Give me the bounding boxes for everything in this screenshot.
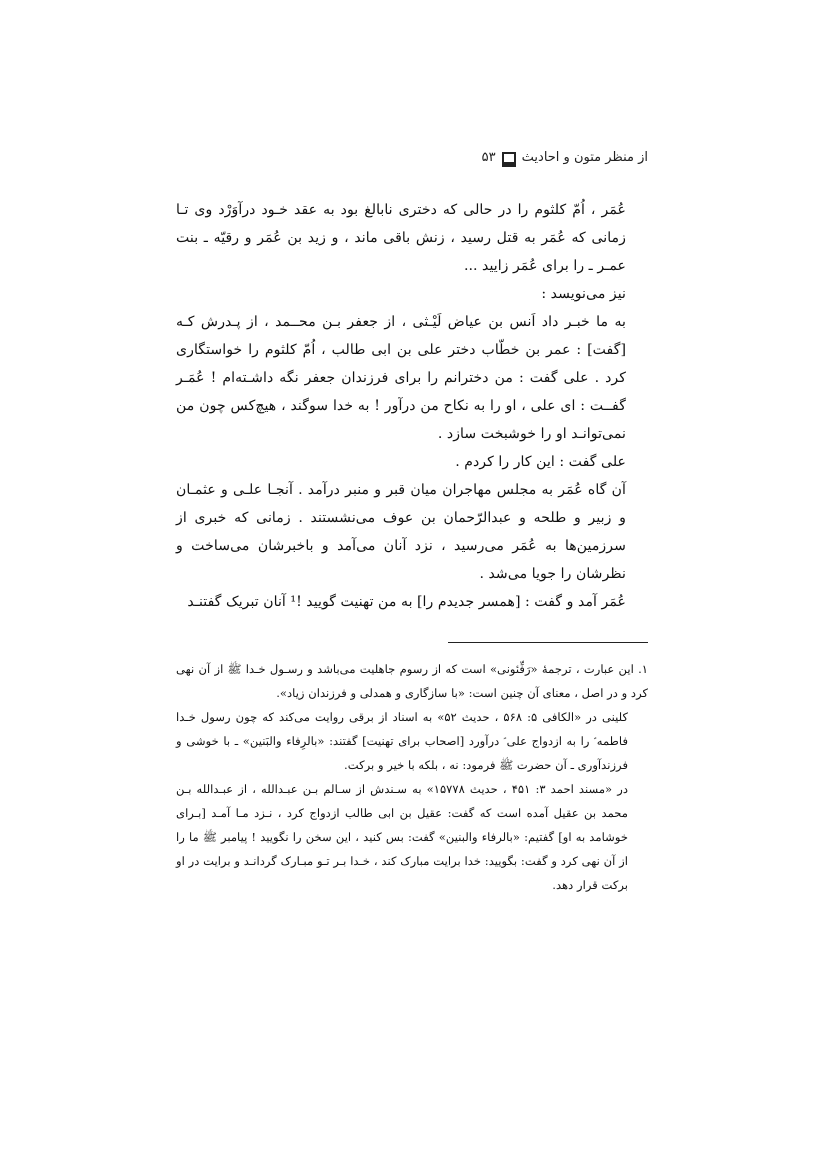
- footnote-divider: [448, 642, 648, 643]
- paragraph: علی گفت : این کار را کردم .: [455, 454, 626, 470]
- footnote: در «مسند احمد ۳: ۴۵۱ ، حدیث ۱۵۷۷۸» به سـندش از سـالم بـن عبـدالله ، از عبـدالله بـن محمد بن عقیل آمده است که گفت: عقیل بن ابی طالب ازدواج کرد ، نـزد مـا آمـد [بـرای خوشامد به او] گفتیم: «بالرفاء والبنین» گفت: بس کنید ، این سخن را نگویید ! پیامبر ﷺ ما را از آن نهی کرد و گفت: بگویید: خدا برایت مبارک کند ، خـدا بـر تـو مبـارک گردانـد و برایت در او برکت قرار دهد.: [176, 782, 628, 892]
- header-title: از منظر متون و احادیث: [521, 150, 648, 165]
- paragraph: عُمَر ، اُمّ کلثوم را در حالی که دختری نابالغ بود به عقد خـود درآوَرْد وی تـا زمانی که عُمَر به قتل رسید ، زنش باقی ماند ، و زید بن عُمَر و رقیّه ـ بنت عمـر ـ را برای عُمَر زایید ...: [176, 202, 626, 274]
- page-number: ۵۳: [481, 150, 496, 165]
- book-icon: [502, 152, 516, 164]
- paragraph: نیز می‌نویسد :: [541, 286, 626, 302]
- paragraph: عُمَر آمد و گفت : [همسر جدیدم را] به من تهنیت گویید !¹ آنان تبریک گفتنـد: [187, 594, 626, 610]
- footnote: ۱. این عبارت ، ترجمهٔ «رَفِّئونی» است که از رسوم جاهلیت می‌باشد و رسـول خـدا ﷺ از آن نهی کرد و در اصل ، معنای آن چنین است: «با سازگاری و همدلی و فرزندان زیاد».: [176, 662, 648, 700]
- paragraph: به ما خبـر داد اَنس بن عیاض لَیْـثی ، از جعفر بـن محــمد ، از پـدرش کـه [گفت] : عمر بن خطّاب دختر علی بن ابی طالب ، اُمّ کلثوم را خواستگاری کرد . علی گفت : من دخترانم را برای فرزندان جعفر نگه داشـته‌ام ! عُمَـر گفــت : ای علی ، او را به نکاح من درآور ! به خدا سوگند ، هیچ‌کس چون من نمی‌توانـد او را خوشبخت سازد .: [176, 314, 626, 442]
- running-header: [482, 150, 648, 165]
- main-text: [176, 196, 648, 616]
- footnotes: [176, 657, 648, 897]
- footnote: کلینی در «الکافی ۵: ۵۶۸ ، حدیث ۵۲» به اسناد از برقی روایت می‌کند که چون رسول خـدا فاطمه ؑ را به ازدواج علی ؑ درآورد [اصحاب برای تهنیت] گفتند: «بالرِفاء والبَنین» ـ با خوشی و فرزندآوری ـ آن حضرت ﷺ فرمود: نه ، بلکه با خیر و برکت.: [176, 710, 628, 772]
- paragraph: آن گاه عُمَر به مجلس مهاجران میان قبر و منبر درآمد . آنجـا علـی و عثمـان و زبیر و طلحه و عبدالرّحمان بن عوف می‌نشستند . زمانی که خبری از سرزمین‌ها به عُمَر می‌رسید ، نزد آنان می‌آمد و باخبرشان می‌ساخت و نظرشان را جویا می‌شد .: [176, 482, 626, 582]
